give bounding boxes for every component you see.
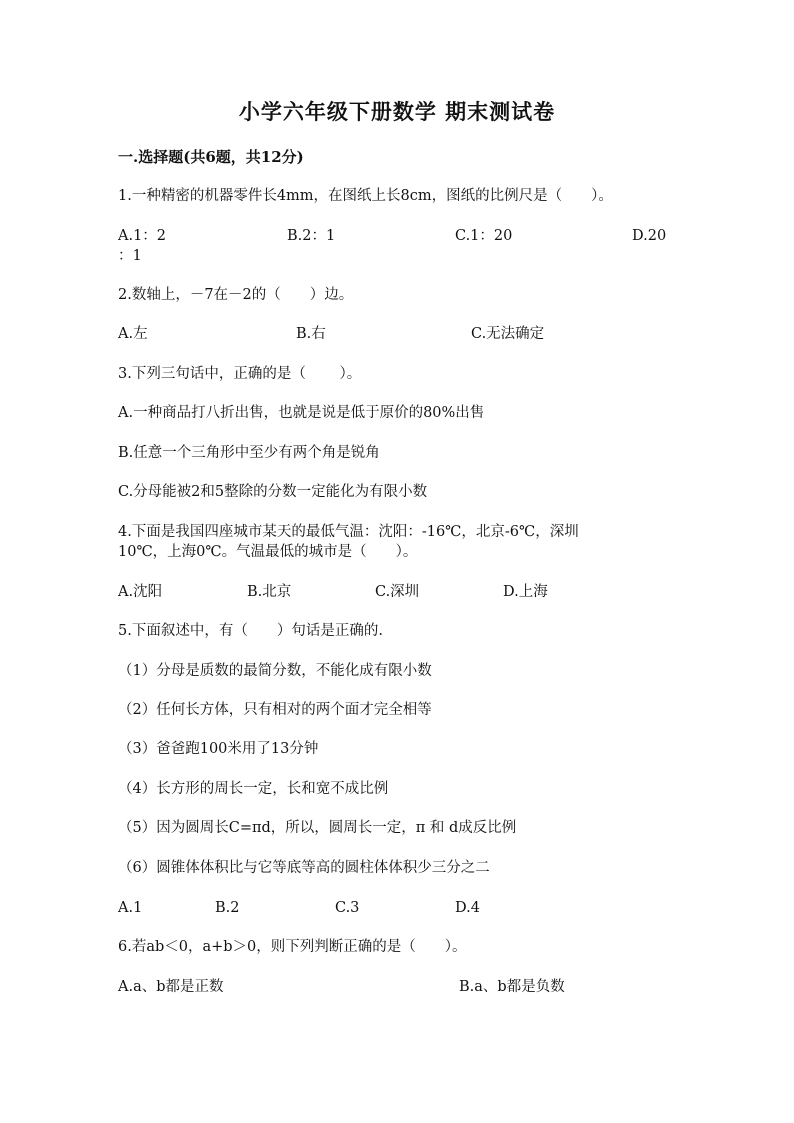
- question-5-statement-1: （1）分母是质数的最简分数，不能化成有限小数: [118, 663, 432, 679]
- question-4-option-b[interactable]: B.北京: [247, 584, 292, 600]
- question-5-statement-3: （3）爸爸跑100米用了13分钟: [118, 741, 319, 757]
- question-1-option-c[interactable]: C.1：20: [455, 228, 513, 244]
- question-1-option-d-continued: ：1: [118, 248, 142, 264]
- question-6-stem: 6.若ab＜0，a+b＞0，则下列判断正确的是（ ）。: [118, 939, 467, 955]
- question-5-option-c[interactable]: C.3: [335, 900, 360, 916]
- question-2-option-a[interactable]: A.左: [118, 326, 148, 342]
- question-5-statement-2: （2）任何长方体，只有相对的两个面才完全相等: [118, 702, 432, 718]
- question-5-stem: 5.下面叙述中，有（ ）句话是正确的.: [118, 623, 383, 639]
- question-3-stem: 3.下列三句话中，正确的是（ ）。: [118, 366, 362, 382]
- question-6-option-a[interactable]: A.a、b都是正数: [118, 979, 224, 995]
- question-1-option-d[interactable]: D.20: [632, 228, 667, 244]
- question-3-option-a[interactable]: A.一种商品打八折出售，也就是说是低于原价的80%出售: [118, 405, 485, 421]
- question-2-option-b[interactable]: B.右: [296, 326, 326, 342]
- question-2-stem: 2.数轴上，－7在－2的（ ）边。: [118, 287, 354, 303]
- question-6-option-b[interactable]: B.a、b都是负数: [459, 979, 565, 995]
- question-4-option-a[interactable]: A.沈阳: [118, 584, 163, 600]
- question-1-stem: 1.一种精密的机器零件长4mm，在图纸上长8cm，图纸的比例尺是（ ）。: [118, 188, 613, 204]
- question-4-option-d[interactable]: D.上海: [503, 584, 548, 600]
- question-5-statement-4: （4）长方形的周长一定，长和宽不成比例: [118, 781, 389, 797]
- question-5-statement-5: （5）因为圆周长C=πd，所以，圆周长一定，π 和 d成反比例: [118, 820, 517, 836]
- question-1-option-a[interactable]: A.1：2: [118, 228, 167, 244]
- question-4-stem-line-1: 4.下面是我国四座城市某天的最低气温：沈阳：-16℃，北京-6℃，深圳: [118, 524, 579, 540]
- question-5-statement-6: （6）圆锥体体积比与它等底等高的圆柱体体积少三分之二: [118, 860, 490, 876]
- question-5-option-b[interactable]: B.2: [215, 900, 240, 916]
- question-4-option-c[interactable]: C.深圳: [375, 584, 420, 600]
- section-heading: 一.选择题(共6题，共12分): [118, 148, 304, 166]
- question-1-option-b[interactable]: B.2：1: [287, 228, 336, 244]
- question-5-option-a[interactable]: A.1: [118, 900, 143, 916]
- question-5-option-d[interactable]: D.4: [455, 900, 480, 916]
- page-title: 小学六年级下册数学 期末测试卷: [238, 99, 556, 124]
- question-3-option-b[interactable]: B.任意一个三角形中至少有两个角是锐角: [118, 445, 380, 461]
- question-4-stem-line-2: 10℃，上海0℃。气温最低的城市是（ ）。: [118, 544, 418, 560]
- question-2-option-c[interactable]: C.无法确定: [471, 326, 545, 342]
- question-3-option-c[interactable]: C.分母能被2和5整除的分数一定能化为有限小数: [118, 484, 428, 500]
